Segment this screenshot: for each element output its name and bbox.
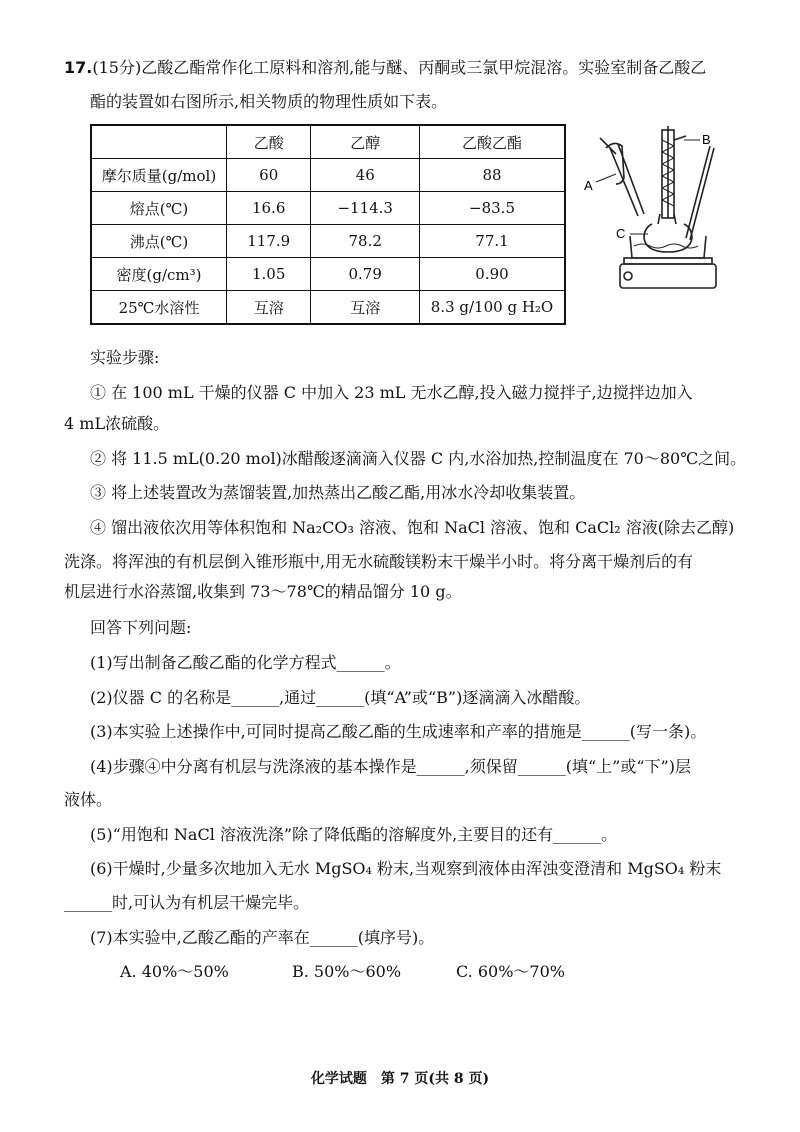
table-header-cell [91, 125, 227, 159]
step-1-line-1: ① 在 100 mL 干燥的仪器 C 中加入 23 mL 无水乙醇,投入磁力搅拌子,边搅拌边加入 [90, 383, 693, 402]
question-1: (1)写出制备乙酸乙酯的化学方程式______。 [90, 653, 401, 672]
questions-heading: 回答下列问题: [90, 618, 192, 637]
hot-plate-knob [624, 272, 632, 280]
dropping-funnel [610, 144, 644, 216]
properties-table [90, 124, 566, 325]
question-7: (7)本实验中,乙酸乙酯的产率在______(填序号)。 [90, 928, 435, 947]
option-c: C. 60%～70% [456, 962, 565, 981]
three-neck-flask [644, 224, 692, 252]
table-cell: 密度(g/cm³) [91, 258, 227, 291]
table-row [91, 291, 565, 325]
table-cell: 8.3 g/100 g H₂O [420, 291, 566, 325]
step-3: ③ 将上述装置改为蒸馏装置,加热蒸出乙酸乙酯,用冰水冷却收集装置。 [90, 483, 586, 502]
question-4-line-1: (4)步骤④中分离有机层与洗涤液的基本操作是______,须保留______(填“上”或“下”)层 [90, 757, 691, 776]
table-cell: 互溶 [227, 291, 311, 325]
question-6-line-1: (6)干燥时,少量多次地加入无水 MgSO₄ 粉末,当观察到液体由浑浊变澄清和 MgSO₄ 粉末 [90, 859, 722, 878]
step-4-line-2: 洗涤。将浑浊的有机层倒入锥形瓶中,用无水硫酸镁粉末干燥半小时。将分离干燥剂后的有 [64, 552, 694, 571]
table-row [91, 258, 565, 291]
table-cell: 117.9 [227, 225, 311, 258]
table-cell: 0.79 [311, 258, 420, 291]
table-cell: 78.2 [311, 225, 420, 258]
table-header-cell: 乙酸乙酯 [420, 125, 566, 159]
label-a: A [584, 178, 593, 193]
question-6-line-2: ______时,可认为有机层干燥完毕。 [64, 893, 310, 912]
table-cell: 25℃水溶性 [91, 291, 227, 325]
option-a: A. 40%～50% [120, 962, 229, 981]
table-header-cell: 乙酸 [227, 125, 311, 159]
label-b: B [702, 132, 711, 147]
step-4-line-3: 机层进行水浴蒸馏,收集到 73～78℃的精品馏分 10 g。 [64, 582, 462, 601]
question-4-line-2: 液体。 [64, 790, 113, 809]
question-2: (2)仪器 C 的名称是______,通过______(填“A”或“B”)逐滴滴入冰醋酸。 [90, 688, 591, 707]
question-number: 17. [64, 58, 93, 77]
thermometer [686, 146, 714, 240]
table-cell: 0.90 [420, 258, 566, 291]
hot-plate-top [624, 258, 712, 264]
apparatus-diagram [580, 118, 720, 298]
table-header-cell: 乙醇 [311, 125, 420, 159]
step-4-line-1: ④ 馏出液依次用等体积饱和 Na₂CO₃ 溶液、饱和 NaCl 溶液、饱和 CaCl₂ 溶液(除去乙醇) [90, 518, 735, 537]
hot-plate [620, 264, 716, 288]
table-cell: 88 [420, 159, 566, 192]
question-intro-text-1: (15分)乙酸乙酯常作化工原料和溶剂,能与醚、丙酮或三氯甲烷混溶。实验室制备乙酸乙 [92, 58, 707, 77]
table-cell: 互溶 [311, 291, 420, 325]
table-cell: 46 [311, 159, 420, 192]
table-cell: 摩尔质量(g/mol) [91, 159, 227, 192]
label-c: C [616, 226, 626, 241]
table-cell: 16.6 [227, 192, 311, 225]
table-row [91, 159, 565, 192]
page-footer: 化学试题 第 7 页(共 8 页) [310, 1071, 490, 1087]
table-cell: 沸点(℃) [91, 225, 227, 258]
question-3: (3)本实验上述操作中,可同时提高乙酸乙酯的生成速率和产率的措施是______(写一条)。 [90, 722, 707, 741]
step-1-line-2: 4 mL浓硫酸。 [64, 414, 170, 433]
table-cell: −114.3 [311, 192, 420, 225]
table-header-row [91, 125, 565, 159]
table-row [91, 192, 565, 225]
question-intro-line-2: 酯的装置如右图所示,相关物质的物理性质如下表。 [90, 92, 448, 111]
table-cell: 60 [227, 159, 311, 192]
question-5: (5)“用饱和 NaCl 溶液洗涤”除了降低酯的溶解度外,主要目的还有______。 [90, 825, 618, 844]
table-cell: 77.1 [420, 225, 566, 258]
question-intro-line-1 [64, 58, 706, 78]
option-b: B. 50%～60% [292, 962, 402, 981]
table-cell: 1.05 [227, 258, 311, 291]
table-row [91, 225, 565, 258]
table-cell: −83.5 [420, 192, 566, 225]
step-2: ② 将 11.5 mL(0.20 mol)冰醋酸逐滴滴入仪器 C 内,水浴加热,控制温度在 70～80℃之间。 [90, 449, 747, 468]
steps-heading: 实验步骤: [90, 348, 160, 367]
table-cell: 熔点(℃) [91, 192, 227, 225]
